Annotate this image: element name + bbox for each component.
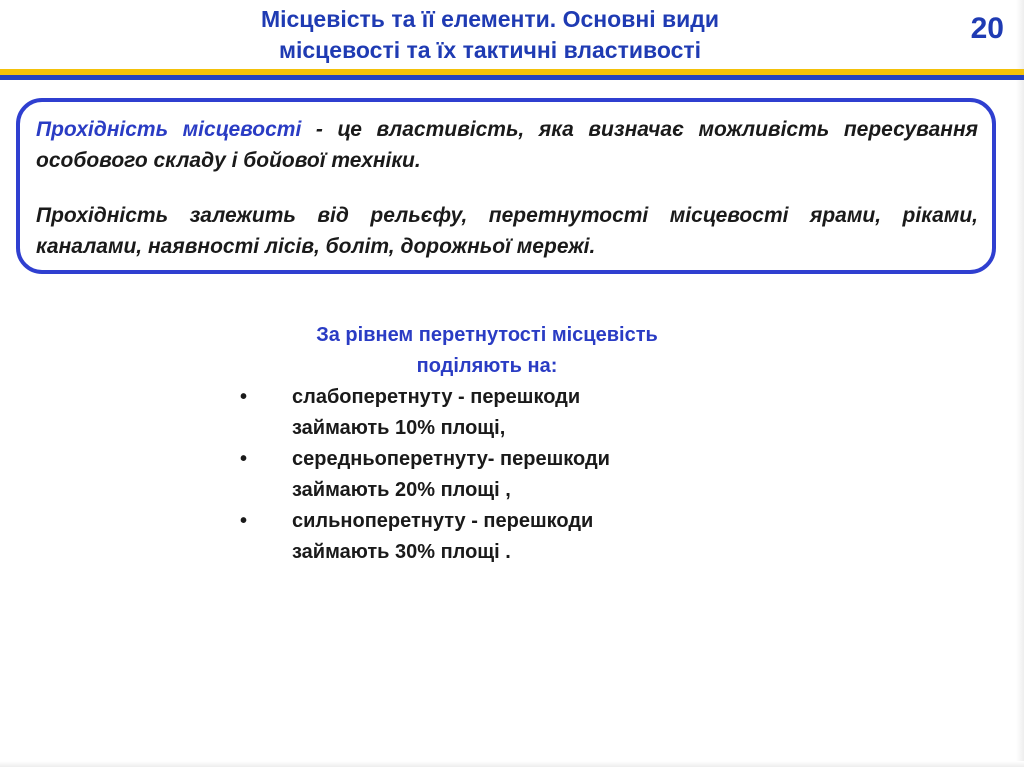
slide-title-line-1: Місцевість та її елементи. Основні види [260,6,720,32]
list-item-line-2: займають 30% площі . [292,541,511,563]
list-item [232,506,752,568]
classification-list [232,382,752,568]
list-item [232,382,752,444]
slide-bottom-shadow [0,761,1024,767]
bullet-icon: • [240,448,248,470]
definition-text: - це властивість, яка визначає можливість пересування особового складу і бойової техніки. [36,118,979,172]
list-item-line-1: слабоперетнуту - перешкоди [292,386,581,408]
dependency-paragraph: Прохідність залежить від рельєфу, перетнутості місцевості ярами, ріками, каналами, наявності лісів, боліт, дорожньої мережі. [36,204,978,258]
list-item-line-1: середньоперетнуту- перешкоди [292,448,610,470]
classification-heading [232,320,742,382]
classification-block [232,320,752,568]
slide-title-line-2: місцевості та їх тактичні властивості [278,37,702,63]
definition-term: Прохідність місцевості [36,118,302,141]
slide-edge-shadow [1016,0,1024,767]
definition-box [16,98,996,274]
list-item-line-2: займають 10% площі, [292,417,506,439]
list-item-line-1: сильноперетнуту - перешкоди [292,510,594,532]
list-item [232,444,752,506]
bullet-icon: • [240,386,248,408]
bullet-icon: • [240,510,248,532]
classification-heading-line-1: За рівнем перетнутості місцевість [316,324,658,346]
list-item-line-2: займають 20% площі , [292,479,511,501]
definition-paragraph [36,114,978,176]
slide-number: 20 [970,12,1004,45]
classification-heading-line-2: поділяють на: [416,355,558,377]
slide-title [120,4,860,66]
header-rule-blue [0,75,1024,80]
